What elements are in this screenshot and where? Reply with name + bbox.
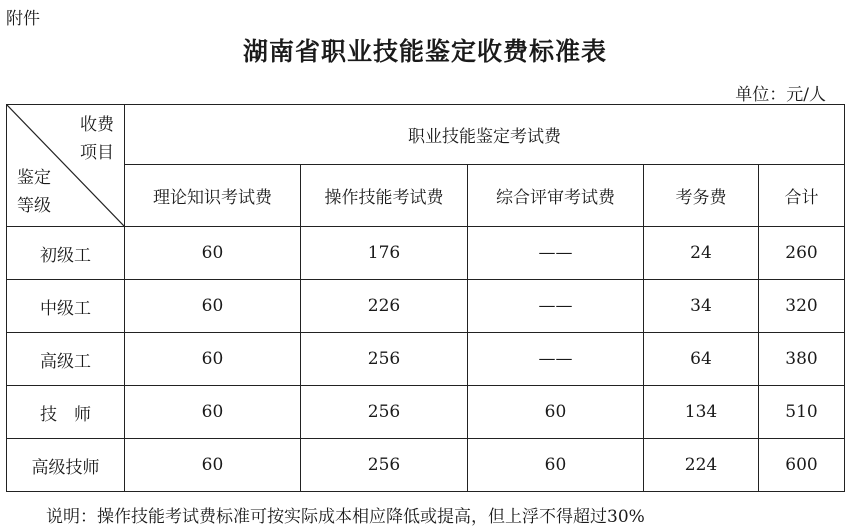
corner-top-line1: 收费 xyxy=(80,115,114,135)
admin-fee-cell: 224 xyxy=(644,439,759,492)
footnote: 说明：操作技能考试费标准可按实际成本相应降低或提高，但上浮不得超过30% xyxy=(46,507,645,527)
table-row xyxy=(7,439,845,492)
total-fee-cell: 260 xyxy=(759,227,845,280)
unit-label: 单位：元/人 xyxy=(735,85,826,105)
level-cell: 中级工 xyxy=(7,280,125,333)
column-header-practical: 操作技能考试费 xyxy=(301,165,468,227)
total-fee-cell: 380 xyxy=(759,333,845,386)
header-row-group xyxy=(7,105,845,165)
group-header: 职业技能鉴定考试费 xyxy=(125,105,845,165)
column-header-total: 合计 xyxy=(759,165,845,227)
practical-fee-cell: 226 xyxy=(301,280,468,333)
admin-fee-cell: 134 xyxy=(644,386,759,439)
total-fee-cell: 320 xyxy=(759,280,845,333)
review-fee-cell: 60 xyxy=(468,386,644,439)
theory-fee-cell: 60 xyxy=(125,333,301,386)
table-row xyxy=(7,280,845,333)
practical-fee-cell: 256 xyxy=(301,439,468,492)
corner-bottom-line2: 等级 xyxy=(17,196,51,216)
page-title: 湖南省职业技能鉴定收费标准表 xyxy=(242,37,607,66)
total-fee-cell: 600 xyxy=(759,439,845,492)
theory-fee-cell: 60 xyxy=(125,439,301,492)
attachment-label: 附件 xyxy=(6,9,40,29)
admin-fee-cell: 24 xyxy=(644,227,759,280)
admin-fee-cell: 34 xyxy=(644,280,759,333)
review-fee-cell: —— xyxy=(468,227,644,280)
column-header-theory: 理论知识考试费 xyxy=(125,165,301,227)
admin-fee-cell: 64 xyxy=(644,333,759,386)
theory-fee-cell: 60 xyxy=(125,280,301,333)
review-fee-cell: 60 xyxy=(468,439,644,492)
corner-level-label xyxy=(17,164,51,220)
corner-bottom-line1: 鉴定 xyxy=(17,168,51,188)
header-row-columns xyxy=(7,165,845,227)
corner-header-cell xyxy=(7,105,125,227)
column-header-review: 综合评审考试费 xyxy=(468,165,644,227)
practical-fee-cell: 176 xyxy=(301,227,468,280)
column-header-admin: 考务费 xyxy=(644,165,759,227)
review-fee-cell: —— xyxy=(468,333,644,386)
level-cell: 高级技师 xyxy=(7,439,125,492)
table-row xyxy=(7,386,845,439)
level-cell: 技 师 xyxy=(7,386,125,439)
level-cell: 初级工 xyxy=(7,227,125,280)
practical-fee-cell: 256 xyxy=(301,386,468,439)
table-row xyxy=(7,227,845,280)
total-fee-cell: 510 xyxy=(759,386,845,439)
fee-standard-table xyxy=(6,104,845,492)
corner-fee-item-label xyxy=(80,111,114,167)
corner-top-line2: 项目 xyxy=(80,143,114,163)
theory-fee-cell: 60 xyxy=(125,386,301,439)
theory-fee-cell: 60 xyxy=(125,227,301,280)
level-cell: 高级工 xyxy=(7,333,125,386)
table-row xyxy=(7,333,845,386)
practical-fee-cell: 256 xyxy=(301,333,468,386)
review-fee-cell: —— xyxy=(468,280,644,333)
